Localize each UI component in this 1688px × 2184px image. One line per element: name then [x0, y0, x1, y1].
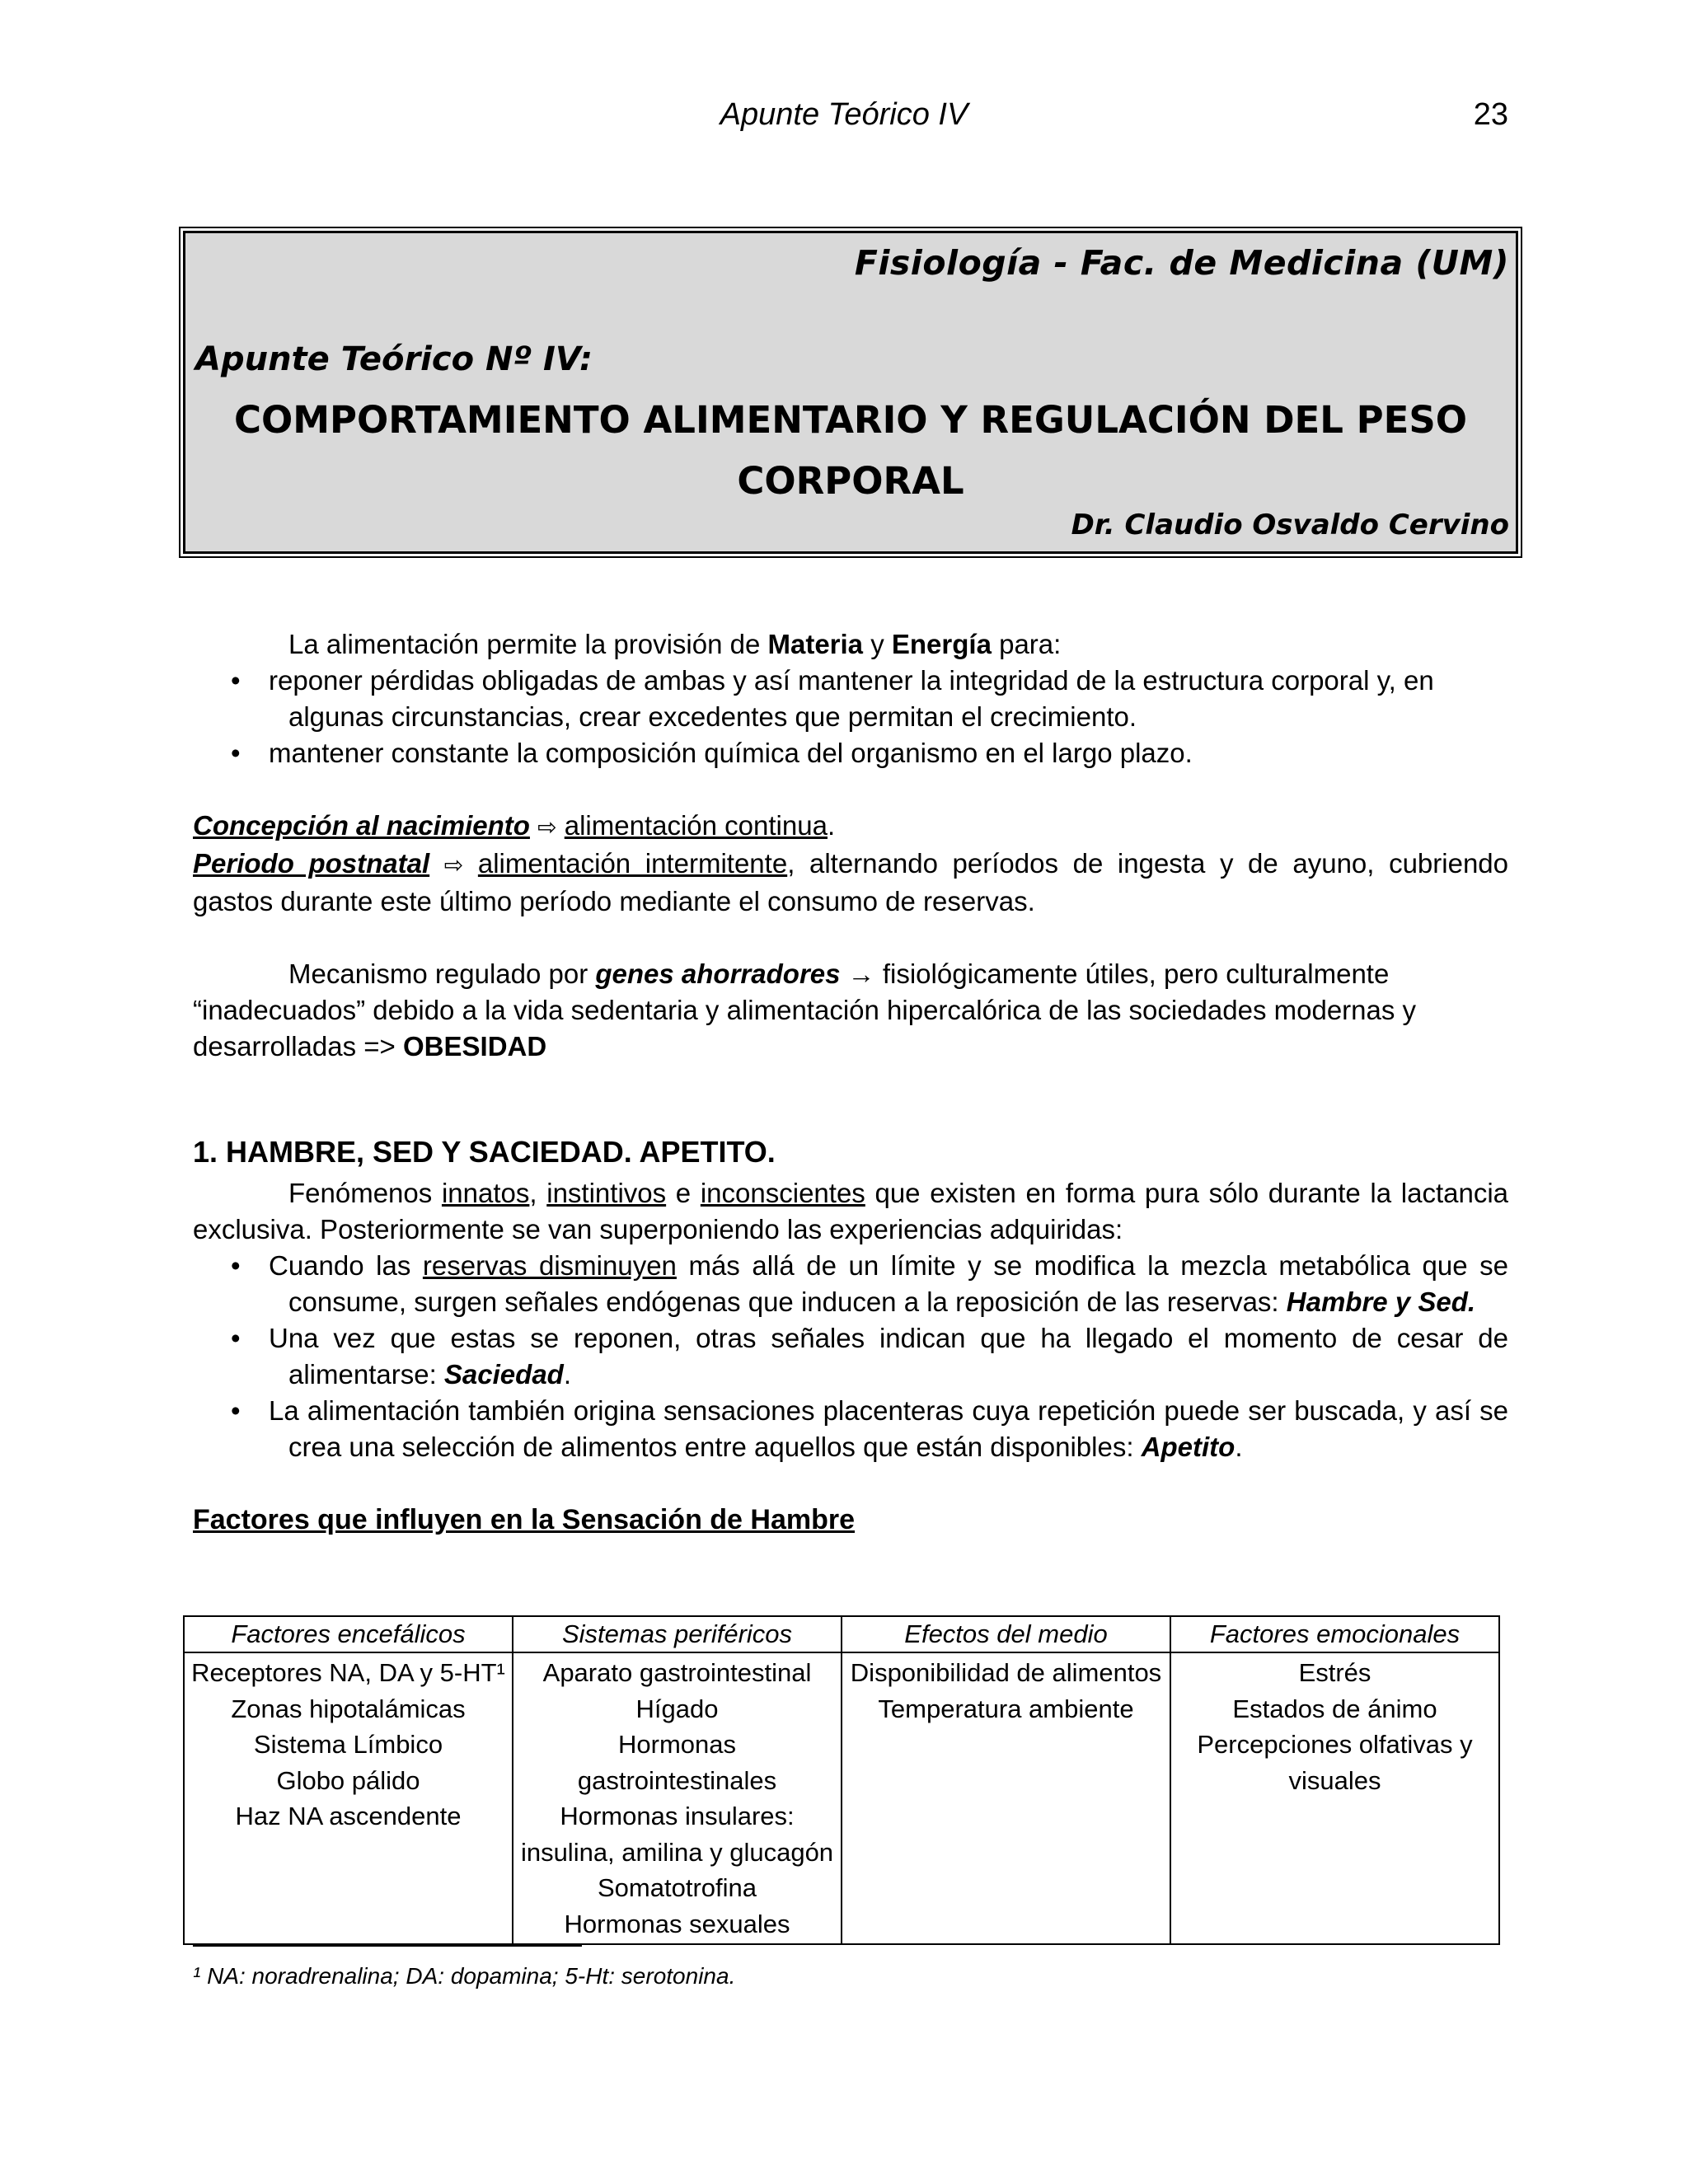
- cell-line: visuales: [1288, 1765, 1381, 1795]
- footnote: ¹ NA: noradrenalina; DA: dopamina; 5-Ht: serotonina.: [193, 1963, 736, 1989]
- table-cell-peripheral: [513, 1652, 842, 1944]
- section-text: Fenómenos: [288, 1178, 442, 1208]
- document-title-line2: CORPORAL: [737, 459, 964, 503]
- intro-paragraph: [193, 626, 1508, 663]
- column-header: Factores encefálicos: [184, 1616, 513, 1652]
- main-content: [193, 626, 1508, 1538]
- term-energia: Energía: [891, 629, 992, 659]
- cell-line: Aparato gastrointestinal: [542, 1658, 812, 1687]
- table-cell-emotional: [1170, 1652, 1499, 1944]
- term-hambre-sed: Hambre y Sed.: [1286, 1286, 1476, 1317]
- term-innatos: innatos: [441, 1178, 530, 1208]
- term-postnatal: Periodo postnatal: [193, 848, 430, 879]
- cell-line: Somatotrofina: [598, 1873, 757, 1902]
- conception-line: [193, 808, 1508, 846]
- section-heading: 1. HAMBRE, SED Y SACIEDAD. APETITO.: [193, 1135, 776, 1169]
- cell-line: Temperatura ambiente: [878, 1694, 1134, 1723]
- period: .: [827, 810, 836, 841]
- intermittent-feeding: alimentación intermitente: [477, 848, 788, 879]
- factors-heading: Factores que influyen en la Sensación de Hambre: [193, 1504, 856, 1535]
- mechanism-text: fisiológicamente útiles, pero culturalmente “inadecuados” debido a la vida sedentaria y alimentación hipercalórica de las sociedades modernas y desarrolladas =>: [193, 958, 1417, 1062]
- list-item-text: La alimentación también origina sensaciones placenteras cuya repetición puede ser buscada, y así se crea una selección de alimentos entre aquellos que están disponibles:: [269, 1395, 1508, 1462]
- term-apetito: Apetito: [1141, 1432, 1236, 1462]
- cell-line: insulina, amilina y glucagón: [520, 1837, 834, 1867]
- postnatal-paragraph: [193, 846, 1508, 920]
- column-header: Sistemas periféricos: [513, 1616, 842, 1652]
- document-title: [185, 390, 1516, 512]
- bullet-icon: •: [231, 738, 241, 768]
- column-header: Efectos del medio: [842, 1616, 1170, 1652]
- term-obesidad: OBESIDAD: [403, 1031, 547, 1062]
- cell-line: Disponibilidad de alimentos: [850, 1658, 1162, 1687]
- mechanism-paragraph: [193, 956, 1508, 1065]
- cell-line: Hígado: [635, 1694, 719, 1723]
- term-genes-ahorradores: genes ahorradores: [595, 958, 841, 989]
- list-item-text: más allá de un límite y se modifica la mezcla metabólica que se consume, surgen señales endógenas que inducen a la reposición de las reservas:: [288, 1250, 1508, 1317]
- section-text: que existen en forma pura sólo durante la lactancia exclusiva. Posteriormente se van superponiendo las experiencias adquiridas:: [193, 1178, 1509, 1244]
- list-item-text: Una vez que estas se reponen, otras señales indican que ha llegado el momento de cesar de alimentarse:: [269, 1323, 1508, 1390]
- list-item: [193, 1248, 1508, 1320]
- postnatal-text: , alternando períodos de ingesta y de ayuno, cubriendo gastos durante este último período mediante el consumo de reservas.: [193, 848, 1509, 916]
- term-materia: Materia: [767, 629, 864, 659]
- arrow-right-icon: ⇨: [537, 814, 557, 840]
- section-text: e: [666, 1178, 701, 1208]
- cell-line: Hormonas sexuales: [564, 1909, 790, 1938]
- term-concepcion: Concepción al nacimiento: [193, 810, 530, 841]
- section1-paragraph: [193, 1175, 1508, 1248]
- intro-text: y: [863, 629, 892, 659]
- document-header-box: [183, 231, 1518, 554]
- bullet-icon: •: [231, 1395, 241, 1426]
- cell-line: Haz NA ascendente: [235, 1802, 462, 1830]
- table-header-row: [184, 1616, 1499, 1652]
- running-title: Apunte Teórico IV: [720, 97, 968, 132]
- cell-line: Hormonas gastrointestinales: [577, 1730, 777, 1795]
- document-label: Apunte Teórico Nº IV:: [195, 340, 593, 378]
- list-item: [193, 735, 1508, 771]
- list-item: [193, 1320, 1508, 1393]
- cell-line: Zonas hipotalámicas: [231, 1694, 466, 1723]
- intro-list: [193, 663, 1508, 771]
- cell-line: Sistema Límbico: [253, 1730, 443, 1759]
- intro-text: para:: [991, 629, 1062, 659]
- list-item-text: reponer pérdidas obligadas de ambas y así mantener la integridad de la estructura corporal y, en algunas circunstancias, crear excedentes que permitan el crecimiento.: [269, 665, 1434, 732]
- continuous-feeding: alimentación continua: [564, 810, 828, 841]
- period: .: [1235, 1432, 1243, 1462]
- bullet-icon: •: [231, 1323, 241, 1353]
- table-cell-encephalic: [184, 1652, 513, 1944]
- arrow-right-icon: →: [840, 958, 883, 989]
- cell-line: Percepciones olfativas y: [1197, 1730, 1473, 1759]
- course-name: Fisiología - Fac. de Medicina (UM): [854, 243, 1509, 283]
- list-item: [193, 1393, 1508, 1465]
- author-name: Dr. Claudio Osvaldo Cervino: [1071, 509, 1509, 541]
- term-reservas: reservas disminuyen: [422, 1250, 677, 1281]
- document-title-line1: COMPORTAMIENTO ALIMENTARIO Y REGULACIÓN DEL PESO: [233, 398, 1468, 442]
- term-instintivos: instintivos: [546, 1178, 667, 1208]
- page-number: 23: [1473, 97, 1508, 132]
- cell-line: Estrés: [1298, 1658, 1372, 1687]
- list-item-text: Cuando las: [269, 1250, 423, 1281]
- list-item: [193, 663, 1508, 735]
- mechanism-text: Mecanismo regulado por: [288, 958, 596, 989]
- bullet-icon: •: [231, 1250, 241, 1281]
- term-saciedad: Saciedad: [443, 1359, 564, 1390]
- column-header: Factores emocionales: [1170, 1616, 1499, 1652]
- section-text: ,: [529, 1178, 547, 1208]
- footnote-divider: [193, 1945, 582, 1947]
- intro-text: La alimentación permite la provisión de: [288, 629, 768, 659]
- cell-line: Receptores NA, DA y 5-HT¹: [191, 1658, 505, 1687]
- list-item-text: mantener constante la composición química del organismo en el largo plazo.: [269, 738, 1193, 768]
- hunger-list: [193, 1248, 1508, 1465]
- hunger-factors-table: [183, 1615, 1500, 1945]
- bullet-icon: •: [231, 665, 241, 696]
- table-cell-environment: [842, 1652, 1170, 1944]
- period: .: [563, 1359, 572, 1390]
- table-row: [184, 1652, 1499, 1944]
- cell-line: Globo pálido: [276, 1765, 420, 1795]
- term-inconscientes: inconscientes: [700, 1178, 865, 1208]
- arrow-right-icon: ⇨: [443, 852, 464, 878]
- cell-line: Hormonas insulares:: [560, 1802, 795, 1830]
- cell-line: Estados de ánimo: [1232, 1694, 1437, 1723]
